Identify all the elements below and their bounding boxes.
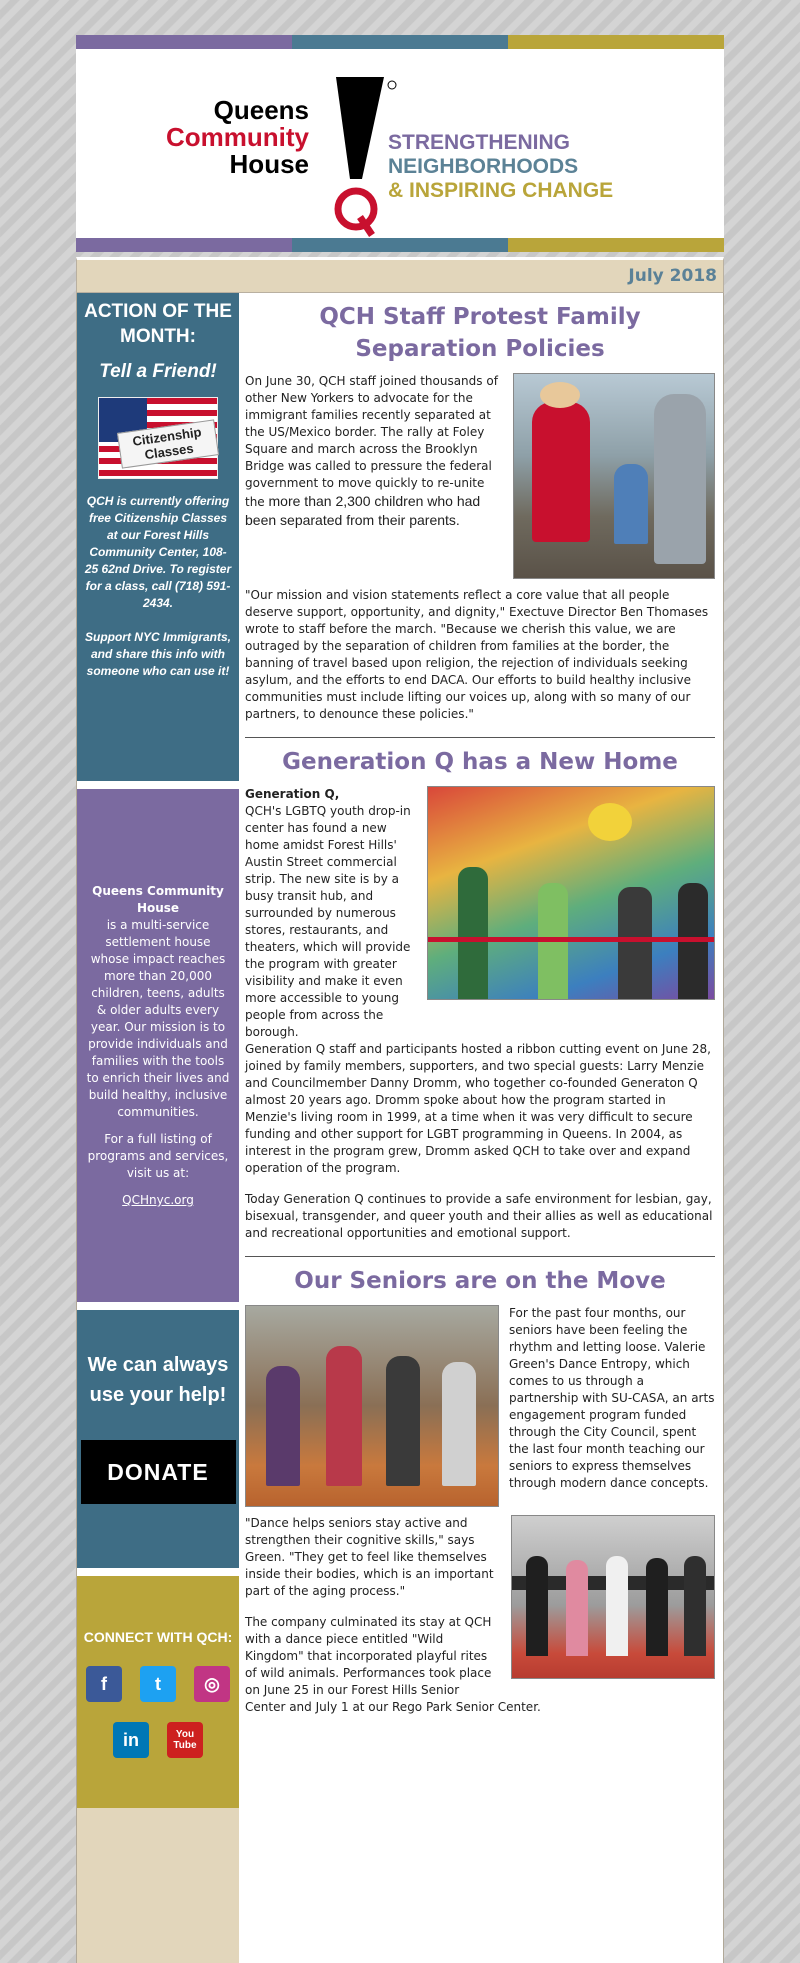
sidebar (77, 293, 239, 1963)
social-row-2 (77, 1722, 239, 1758)
genq-text: QCH's LGBTQ youth drop-in center has found a new home amidst Forest Hills' Austin Street commercial strip. The new site is by a busy transit hub, and surrounded by numerous stores, restaurants, and theaters, which will provide the program with greater visibility and make it even more accessible to young people from across the borough. (245, 804, 411, 1039)
genq-paragraph-3: Today Generation Q continues to provide a safe environment for lesbian, gay, bisexual, transgender, and queer youth and their allies as well as educational and recreational opportunities and emotional support. (245, 1192, 713, 1240)
mission-text: is a multi-service settlement house whose impact reaches more than 20,000 children, teens, adults & older adults every year. Our mission is to provide individuals and families with the tools to enrich their lives and build healthy, inclusive communities. (86, 918, 230, 1119)
genq-paragraph-2: Generation Q staff and participants hosted a ribbon cutting event on June 28, joined by family members, supporters, and two special guests: Larry Menzie and Councilmember Danny Dromm, who together co-founded Generaton Q almost 20 years ago. Dromm spoke about how the program started in Menzie's living room in 1999, at a time when it was very difficult to secure funding and other support for LGBT programming in Queens. In 2004, as interest in the program grew, Dromm asked QCH to take over and expand operation of the program. (245, 1042, 711, 1175)
sidebar-footer (77, 1808, 239, 1963)
header (76, 49, 724, 238)
article-title: Our Seniors are on the Move (294, 1268, 666, 1294)
logo-line-queens: Queens (213, 95, 309, 125)
action-of-month (77, 293, 239, 781)
content-area (76, 293, 724, 1963)
protest-text-part-1: On June 30, QCH staff joined thousands of other New Yorkers to advocate for the immigrant families recently separated at the US/Mexico border. The rally at Foley Square and march across the Brooklyn Bridge was called to pressure the federal government to move quickly to re-unite the (245, 374, 498, 509)
mission-paragraph (85, 883, 231, 1121)
connect-block (77, 1576, 239, 1808)
genq-lead: Generation Q, (245, 787, 340, 801)
logo-line-house: House (229, 149, 309, 179)
ribbon-cutting-photo (427, 786, 715, 1000)
tagline-line-1: STRENGTHENING (388, 131, 571, 154)
action-text-classes: QCH is currently offering free Citizenship Classes at our Forest Hills Community Center, 108-25 62nd Drive. To register for a class, call (718) 591-2434. (84, 494, 232, 610)
date-bar (76, 257, 724, 293)
help-title: We can always use your help! (87, 1354, 229, 1406)
connect-title: CONNECT WITH QCH: (83, 1629, 233, 1645)
twitter-icon[interactable]: t (140, 1666, 176, 1702)
action-text-support: Support NYC Immigrants, and share this info with someone who can use it! (84, 630, 231, 678)
main-column (239, 293, 723, 1963)
social-row-1 (77, 1666, 239, 1702)
tagline-line-3: & INSPIRING CHANGE (388, 179, 614, 202)
action-title: ACTION OF THE MONTH: (84, 301, 232, 347)
protest-paragraph-2: "Our mission and vision statements reflect a core value that all people deserve support, opportunity, and dignity," Exectuve Director Ben Thomases wrote to staff before the march. "Because we cherish this value, we are outraged by the separation of children from families at the border, the banning of travel based upon religion, the rejection of individuals seeking asylum, and the efforts to end DACA. Our efforts to build healthy inclusive communities must include lifting our voices up, along with so many of our partners, to denounce these policies." (245, 588, 709, 721)
listing-text: For a full listing of programs and services, visit us at: (87, 1132, 229, 1180)
youtube-icon[interactable]: You Tube (167, 1722, 203, 1758)
citizenship-flag-image (98, 397, 218, 479)
bottom-color-strip (76, 238, 724, 252)
mission-org: Queens Community House (92, 884, 224, 915)
seniors-dance-photo (245, 1305, 499, 1507)
article-protest (245, 293, 715, 737)
logo-line-community: Community (166, 122, 309, 152)
action-subtitle: Tell a Friend! (99, 361, 217, 382)
tagline-line-2: NEIGHBORHOODS (388, 155, 579, 178)
facebook-icon[interactable]: f (86, 1666, 122, 1702)
protest-photo (513, 373, 715, 579)
donate-button[interactable]: DONATE (81, 1440, 236, 1504)
seniors-paragraph-1: For the past four months, our seniors have been feeling the rhythm and letting loose. Valerie Green's Dance Entropy, which comes to us through a partnership with SU-CASA, an arts engagement program funded through the City Council, spent the last four month teaching our seniors to express themselves through modern dance concepts. (509, 1306, 715, 1490)
top-color-strip (76, 35, 724, 49)
seniors-paragraph-3: The company culminated its stay at QCH with a dance piece entitled "Wild Kingdom" that incorporated playful rites of wild animals. Performances took place on June 25 in our Forest Hills Senior Center and July 1 at our Rego Park Senior Center. (245, 1615, 541, 1714)
help-block (77, 1310, 239, 1568)
protest-text-part-2: more than 2,300 children who had been separated from their parents. (245, 493, 481, 528)
flag-label: Citizenship Classes (117, 419, 219, 468)
issue-date: July 2018 (628, 266, 717, 286)
article-title: QCH Staff Protest Family Separation Policies (319, 304, 641, 362)
article-generation-q (245, 737, 715, 1256)
instagram-icon[interactable]: ◎ (194, 1666, 230, 1702)
article-seniors (245, 1256, 715, 1730)
newsletter (76, 35, 724, 1963)
seniors-group-photo (511, 1515, 715, 1679)
linkedin-icon[interactable]: in (113, 1722, 149, 1758)
website-link[interactable]: QCHnyc.org (122, 1193, 194, 1207)
mission-block (77, 789, 239, 1302)
seniors-paragraph-2: "Dance helps seniors stay active and strengthen their cognitive skills," says Green. "They get to feel like themselves inside their bodies, which is an important part of the aging process." (245, 1516, 494, 1598)
tagline (388, 131, 613, 203)
logo-text (166, 97, 309, 178)
article-title: Generation Q has a New Home (282, 749, 678, 775)
